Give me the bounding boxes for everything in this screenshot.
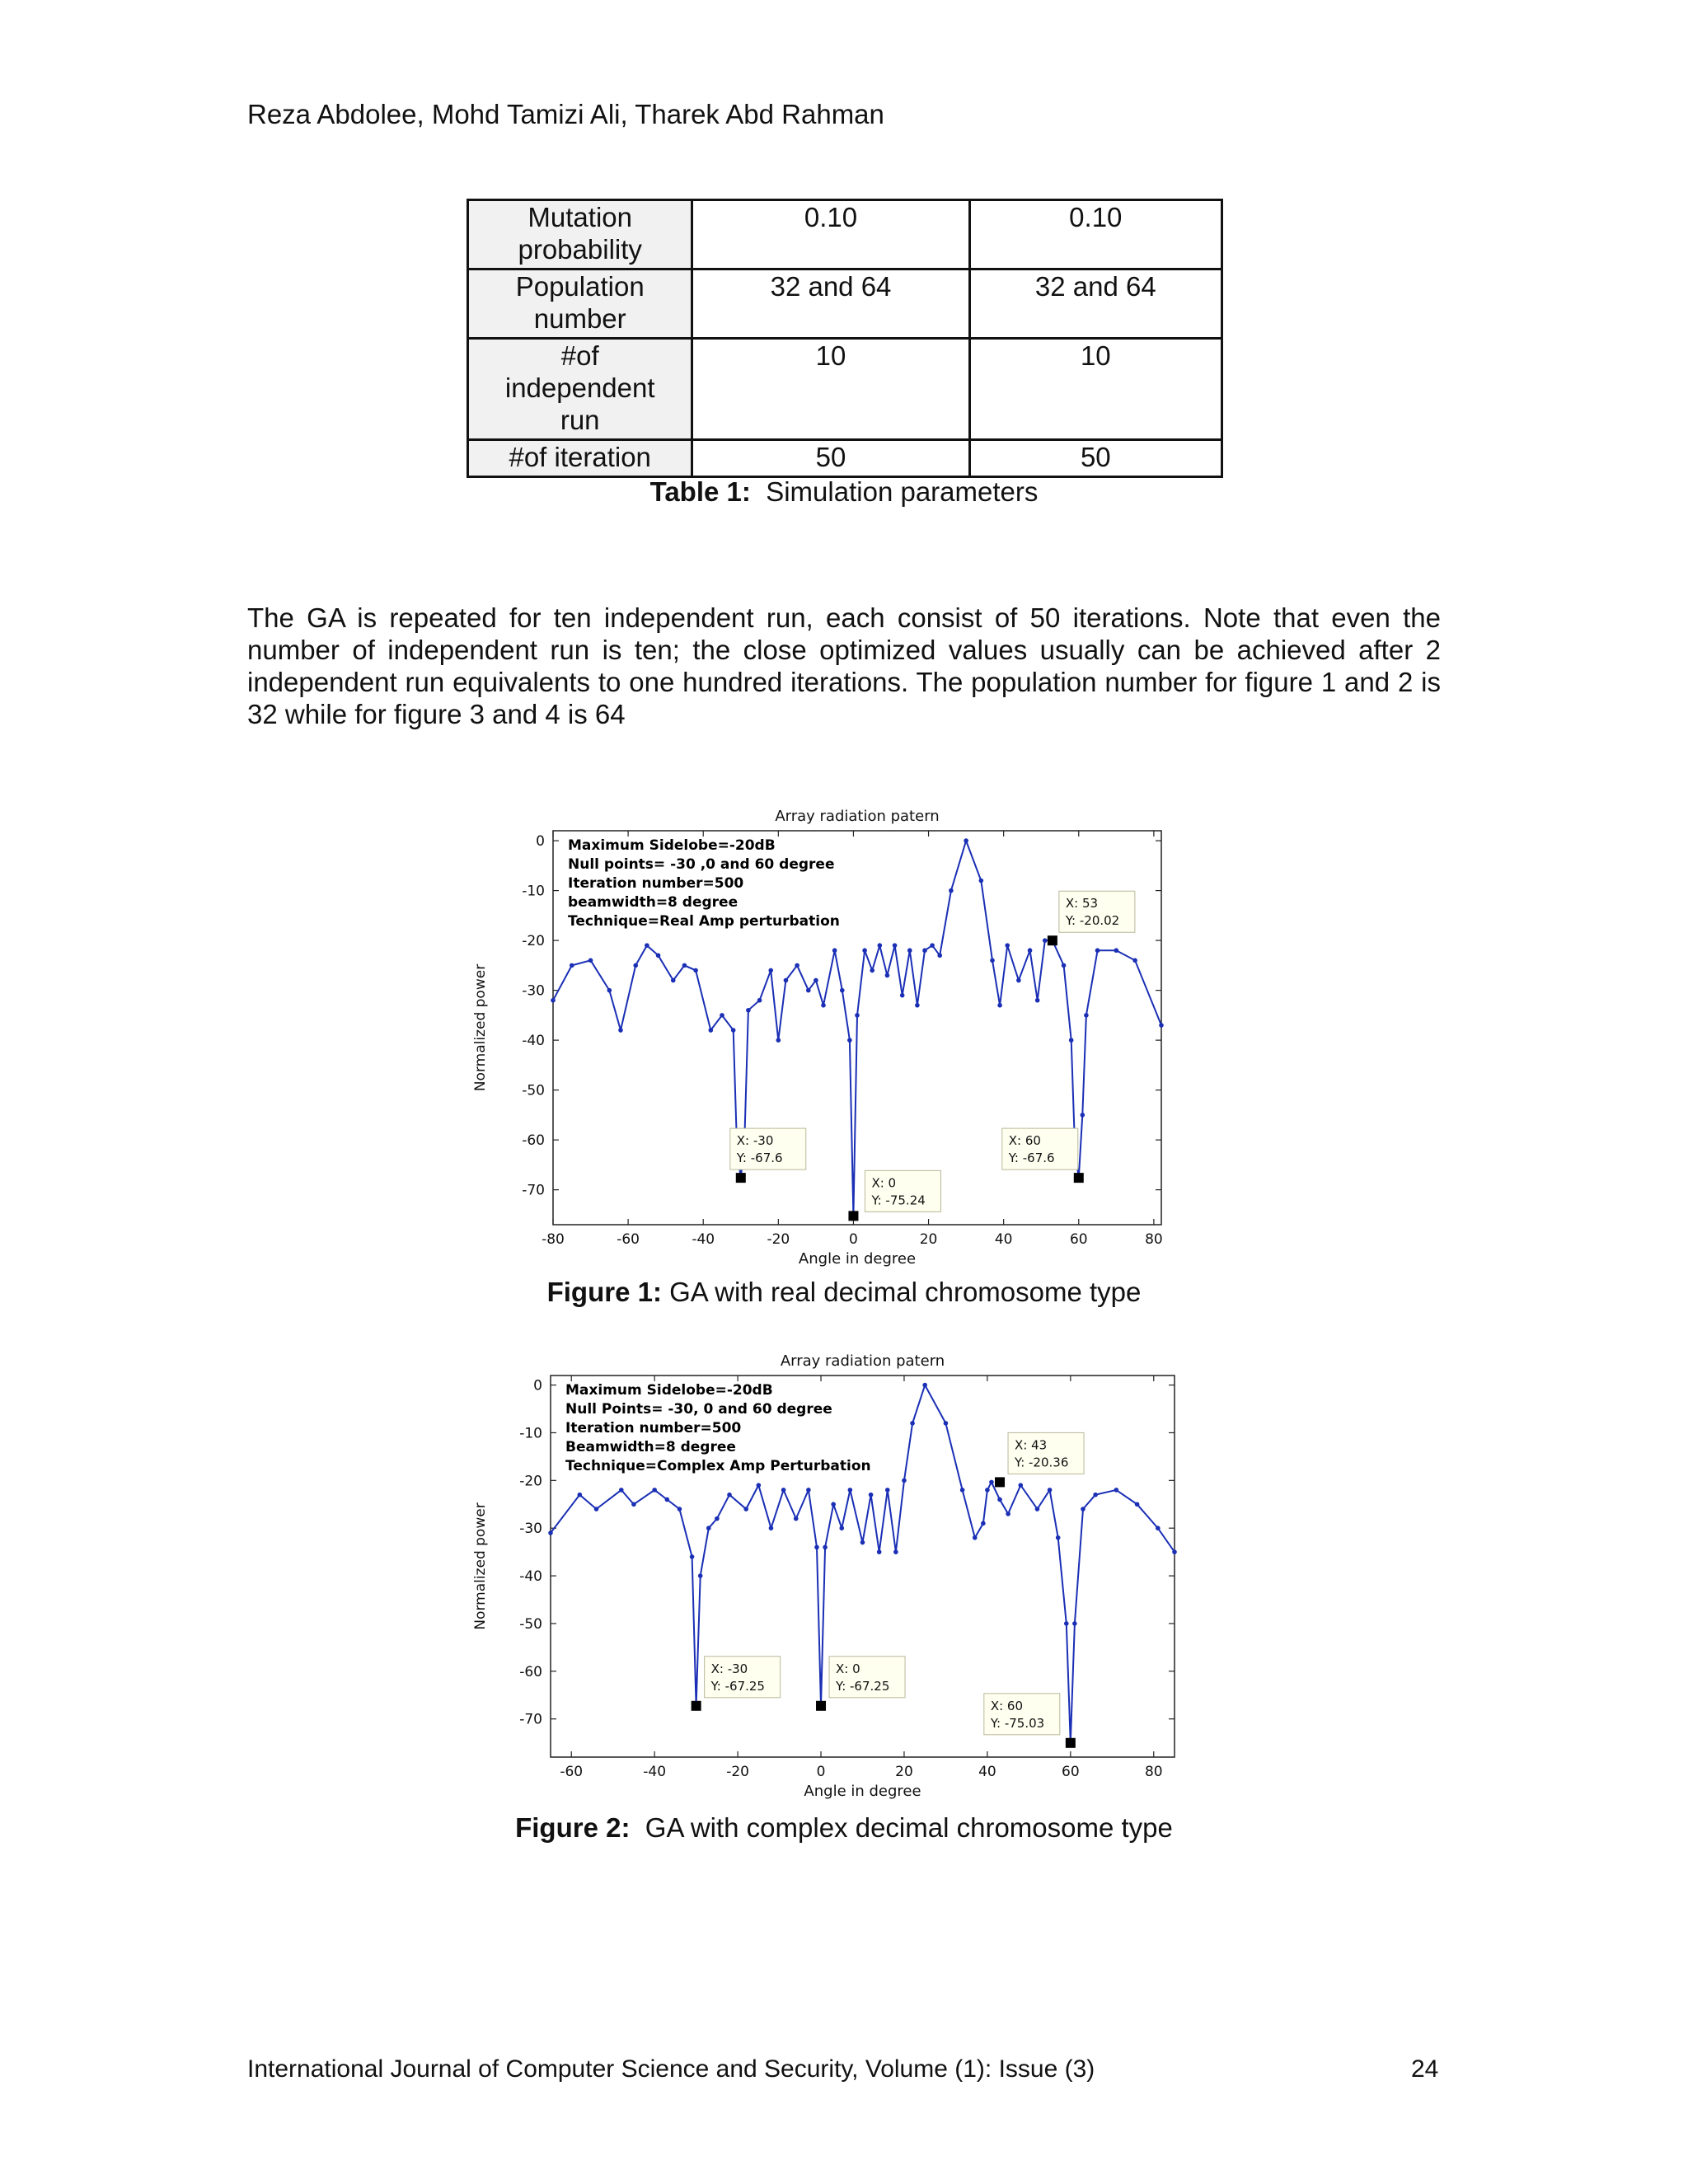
x-tick-label: -60 [560,1764,584,1780]
y-axis-label: Normalized power [472,963,489,1092]
x-tick-label: 0 [816,1764,826,1780]
series-point [847,1038,852,1043]
chart-annotation-line: Null Points= -30, 0 and 60 degree [565,1401,832,1418]
series-point [944,1421,949,1426]
x-tick-label: 60 [1069,1231,1088,1248]
series-point [594,1507,599,1511]
series-point [551,998,556,1003]
table-cell-value: 32 and 64 [969,269,1221,339]
series-point [922,948,927,953]
figure-2-chart [468,1345,1185,1815]
series-point [1018,1483,1023,1488]
series-point [618,1028,623,1033]
table-cell-label-line: Mutation [528,202,632,232]
series-point [885,973,890,978]
y-tick-label: -70 [519,1711,542,1728]
series-point [1006,1511,1010,1516]
series-point [937,953,942,958]
figure-1-caption-label: Figure 1: [546,1277,662,1307]
series-point [860,1540,865,1545]
series-point [885,1488,890,1493]
y-tick-label: -30 [522,982,545,1000]
series-point [619,1488,624,1493]
table-cell-value: 10 [692,339,969,440]
figure-2 [468,1345,1185,1815]
series-point [869,1493,874,1497]
x-tick-label: -40 [643,1764,667,1780]
series-point [776,1038,781,1043]
table-cell-value: 50 [692,440,969,477]
series-point [877,1549,882,1554]
series-point [746,1008,751,1013]
x-axis-label: Angle in degree [804,1783,921,1800]
x-tick-label: 40 [978,1764,996,1780]
series-point [1043,938,1048,943]
series-point [1035,998,1040,1003]
series-point [831,1502,836,1507]
series-point [1064,1621,1069,1626]
table-cell-label-line: number [533,303,626,334]
series-point [1035,1507,1040,1511]
series-point [1016,978,1021,983]
x-tick-label: 80 [1145,1231,1163,1248]
x-tick-label: -40 [692,1231,715,1248]
page-header-authors: Reza Abdolee, Mohd Tamizi Ali, Tharek Abd Rahman [247,99,884,129]
table-caption-label: Table 1: [649,476,751,507]
series-point [806,988,811,993]
series-point [930,943,935,948]
table-cell-label [468,269,692,339]
table-row [468,200,1222,269]
series-point [743,1507,748,1511]
series-point [1172,1549,1177,1554]
series-point [1081,1113,1085,1118]
series-point [1093,1493,1098,1497]
series-point [1072,1621,1077,1626]
series-point [794,1516,799,1521]
series-point [795,963,799,968]
footer-journal: International Journal of Computer Science and Security, Volume (1): Issue (3) [247,2055,1095,2083]
chart-annotation-line: Technique=Real Amp perturbation [568,913,840,930]
series-point [964,838,968,843]
series-point [548,1530,553,1535]
data-tip-marker [1066,1738,1076,1748]
x-tick-label: 20 [919,1231,938,1248]
series-point [1005,943,1010,948]
table-row [468,339,1222,440]
series-point [893,943,898,948]
data-tip-x: X: -30 [710,1661,748,1676]
series-point [570,963,574,968]
table-cell-value: 10 [969,339,1221,440]
body-paragraph: The GA is repeated for ten independent run, each consist of 50 iterations. Note that even the number of independent run is ten; the close optimized values usually can be achieved after 2 independent run equivalents to one hundred iterations. The population number for figure 1 and 2 is 32 while for figure 3 and 4 is 64 [247,602,1441,729]
series-point [1095,948,1100,953]
table-cell-value: 0.10 [692,200,969,269]
chart-title: Array radiation patern [775,808,940,825]
series-point [960,1488,965,1493]
series-point [985,1488,990,1493]
table-cell-value: 50 [969,440,1221,477]
series-point [631,1502,636,1507]
y-axis-label: Normalized power [472,1502,489,1630]
data-tip-x: X: 60 [1008,1133,1041,1149]
series-point [878,943,883,948]
series-point [578,1493,583,1497]
series-point [870,968,874,973]
y-tick-label: -30 [519,1521,542,1538]
series-point [1056,1535,1061,1540]
series-point [900,993,905,998]
series-point [1114,1488,1119,1493]
x-tick-label: 20 [895,1764,913,1780]
series-point [1062,963,1067,968]
data-tip-x: X: 0 [871,1175,897,1191]
series-point [727,1493,732,1497]
series-point [990,958,995,963]
data-tip-y: Y: -75.24 [871,1193,926,1208]
chart-annotation-line: Technique=Complex Amp Perturbation [565,1458,871,1474]
series-point [690,1554,695,1559]
series-point [922,1383,927,1388]
chart-annotation-line: Beamwidth=8 degree [565,1439,736,1455]
data-tip-marker [1074,1173,1084,1183]
y-tick-label: -20 [519,1473,542,1490]
series-point [693,968,698,973]
figure-2-caption-text: GA with complex decimal chromosome type [645,1812,1173,1843]
x-tick-label: 80 [1144,1764,1163,1780]
series-point [671,978,676,983]
series-point [633,963,638,968]
data-tip-marker [1048,935,1057,945]
chart-annotation-line: Iteration number=500 [568,875,744,892]
series-point [839,1526,844,1530]
series-point [814,978,818,983]
figure-1-caption [0,1277,1688,1308]
y-tick-label: -50 [522,1082,545,1099]
figure-2-caption [0,1812,1688,1844]
series-point [1081,1507,1085,1511]
series-point [1069,1038,1074,1043]
series-point [973,1535,978,1540]
series-point [840,988,845,993]
table-cell-label-line: #of [560,340,599,371]
figure-1 [468,799,1169,1269]
y-tick-label: 0 [536,833,545,851]
series-point [769,1526,774,1530]
series-point [682,963,687,968]
series-point [757,998,762,1003]
series-point [698,1573,703,1578]
series-point [1132,958,1137,963]
table-cell-label-line: run [560,405,600,435]
data-tip-marker [848,1211,858,1221]
series-point [720,1013,724,1018]
series-point [731,1028,736,1033]
series-point [1028,948,1033,953]
x-tick-label: 40 [994,1231,1013,1248]
series-point [981,1521,986,1526]
x-tick-label: 0 [849,1231,858,1248]
series-point [832,948,837,953]
figure-1-caption-text: GA with real decimal chromosome type [669,1277,1142,1307]
simulation-parameters-table [467,199,1223,478]
series-point [915,1003,920,1008]
series-point [709,1028,714,1033]
table-cell-value: 32 and 64 [692,269,969,339]
y-tick-label: -50 [519,1615,542,1633]
data-tip-y: Y: -67.25 [710,1678,765,1694]
data-tip-x: X: 60 [990,1698,1024,1713]
chart-title: Array radiation patern [780,1352,945,1370]
data-tip-y: Y: -20.36 [1015,1455,1069,1470]
data-tip-x: X: 0 [836,1661,860,1676]
y-tick-label: -20 [522,933,545,950]
y-tick-label: -40 [519,1568,542,1586]
series-point [997,1497,1002,1502]
x-tick-label: -20 [767,1231,790,1248]
x-tick-label: -20 [726,1764,749,1780]
figure-1-chart [468,799,1169,1269]
table-row [468,440,1222,477]
y-tick-label: -70 [522,1182,545,1199]
table-cell-label-line: independent [504,373,655,403]
table-cell-label [468,339,692,440]
y-tick-label: -10 [522,883,545,900]
data-tip-y: Y: -67.25 [836,1678,890,1694]
series-point [784,978,789,983]
series-point [1114,948,1119,953]
data-tip-y: Y: -67.6 [1008,1151,1055,1166]
figure-2-caption-label: Figure 2: [515,1812,631,1843]
series-point [1135,1502,1140,1507]
series-point [715,1516,720,1521]
table-cell-value: 0.10 [969,200,1221,269]
data-tip-marker [692,1701,701,1711]
series-point [1048,1488,1053,1493]
x-tick-label: -60 [617,1231,640,1248]
series-point [979,879,984,883]
x-tick-label: 60 [1062,1764,1080,1780]
table-caption-text: Simulation parameters [766,476,1039,507]
table-cell-label-line: #of iteration [509,442,651,472]
series-point [588,958,593,963]
table-cell-label [468,440,692,477]
series-point [814,1545,819,1550]
series-point [997,1003,1002,1008]
series-point [855,1013,860,1018]
series-point [907,948,912,953]
data-tip-y: Y: -75.03 [990,1715,1045,1731]
table-cell-label-line: probability [518,234,642,265]
table-caption [0,476,1688,508]
data-tip-marker [736,1173,746,1183]
series-point [607,988,612,993]
y-tick-label: -10 [519,1425,542,1442]
series-point [806,1488,811,1493]
data-tip-y: Y: -20.02 [1065,913,1120,929]
series-point [821,1003,826,1008]
x-tick-label: -80 [542,1231,565,1248]
series-point [848,1488,853,1493]
table-row [468,269,1222,339]
series-point [989,1480,994,1485]
table-cell-label-line: Population [515,271,645,302]
x-axis-label: Angle in degree [798,1250,917,1268]
data-tip-x: X: 53 [1065,896,1099,912]
series-point [893,1549,898,1554]
chart-annotation-line: Maximum Sidelobe=-20dB [568,837,776,854]
data-tip-x: X: -30 [736,1133,774,1149]
series-point [1084,1013,1089,1018]
series-point [1159,1023,1164,1028]
data-tip-x: X: 43 [1015,1437,1048,1453]
series-point [665,1497,670,1502]
data-tip-marker [816,1701,826,1711]
page-number: 24 [1411,2055,1439,2083]
series-point [949,888,954,893]
y-tick-label: -60 [519,1663,542,1680]
series-point [652,1488,657,1493]
series-point [1156,1526,1160,1530]
series-point [768,968,773,973]
series-point [678,1507,682,1511]
series-point [757,1483,762,1488]
series-point [645,943,649,948]
data-tip-y: Y: -67.6 [736,1151,783,1166]
series-point [862,948,867,953]
series-point [823,1545,828,1550]
chart-annotation-line: Iteration number=500 [565,1420,742,1436]
series-point [656,953,661,958]
series-point [781,1488,786,1493]
y-tick-label: -60 [522,1132,545,1150]
data-tip-marker [995,1477,1005,1487]
series-point [902,1479,907,1483]
chart-annotation-line: Maximum Sidelobe=-20dB [565,1382,773,1399]
table-cell-label [468,200,692,269]
y-tick-label: -40 [522,1033,545,1050]
series-point [910,1421,915,1426]
y-tick-label: 0 [533,1377,542,1394]
chart-annotation-line: beamwidth=8 degree [568,894,738,911]
chart-annotation-line: Null points= -30 ,0 and 60 degree [568,856,835,873]
series-point [706,1526,711,1530]
